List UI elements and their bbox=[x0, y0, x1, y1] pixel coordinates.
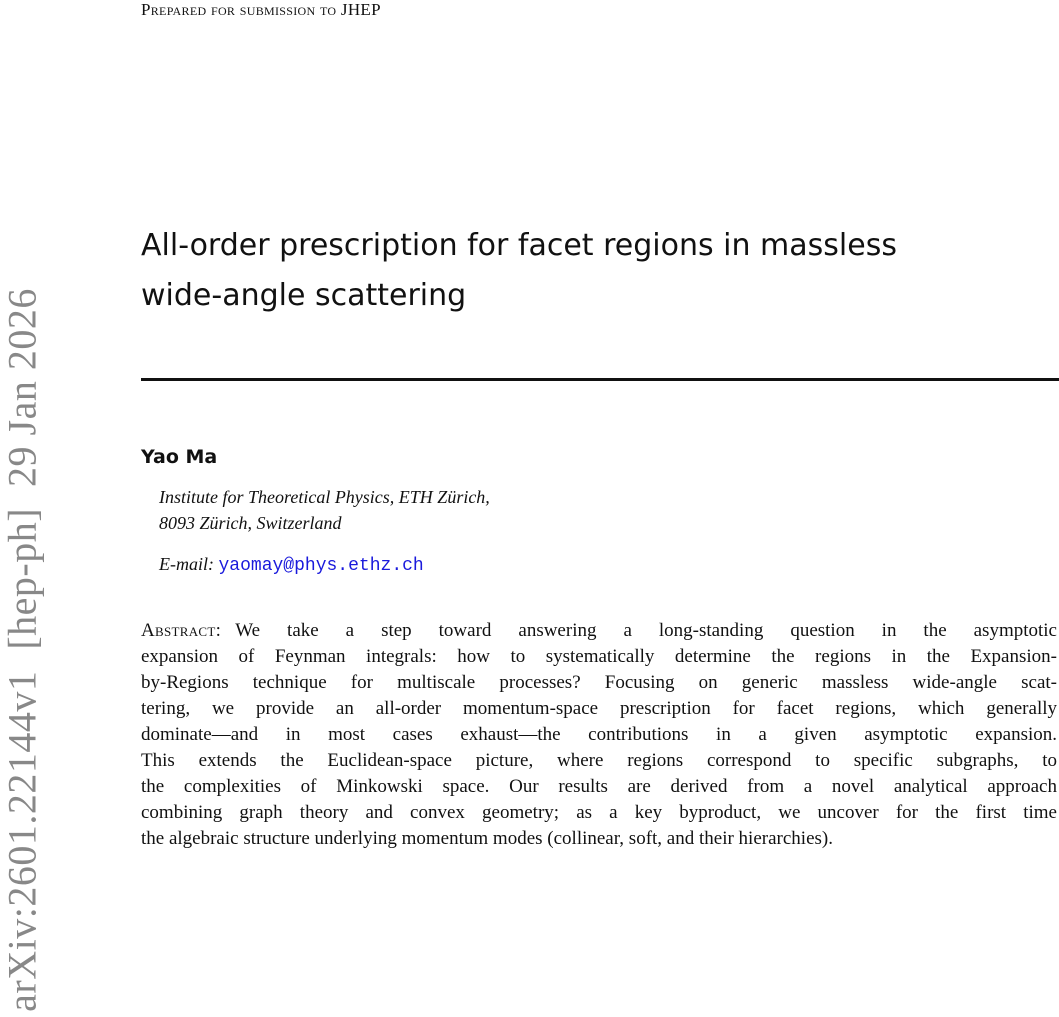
title-line-1: All-order prescription for facet regions in massless bbox=[141, 228, 897, 263]
affiliation-line-1: Institute for Theoretical Physics, ETH Zürich, bbox=[159, 487, 490, 507]
submission-note: Prepared for submission to JHEP bbox=[141, 0, 381, 19]
arxiv-identifier: arXiv:2601.22144v1 [hep-ph] 29 Jan 2026 bbox=[0, 288, 45, 1012]
abstract-line: by-Regions technique for multiscale processes? Focusing on generic massless wide-angle scat- bbox=[141, 672, 1057, 693]
title-line-2: wide-angle scattering bbox=[141, 278, 467, 313]
email-link[interactable]: yaomay@phys.ethz.ch bbox=[218, 556, 424, 576]
abstract-line: Abstract: We take a step toward answering a long-standing question in the asymptotic bbox=[141, 620, 1057, 641]
affiliation bbox=[159, 484, 490, 536]
abstract-line: combining graph theory and convex geometry; as a key byproduct, we uncover for the first time bbox=[141, 802, 1057, 823]
abstract-line: the algebraic structure underlying momentum modes (collinear, soft, and their hierarchies). bbox=[141, 828, 833, 849]
abstract bbox=[141, 618, 1057, 852]
abstract-line: dominate—and in most cases exhaust—the contributions in a given asymptotic expansion. bbox=[141, 724, 1057, 745]
abstract-line: the complexities of Minkowski space. Our results are derived from a novel analytical approach bbox=[141, 776, 1057, 797]
affiliation-line-2: 8093 Zürich, Switzerland bbox=[159, 513, 342, 533]
author-name: Yao Ma bbox=[141, 446, 218, 468]
abstract-heading: Abstract: bbox=[141, 620, 222, 641]
email-label: E-mail: bbox=[159, 554, 214, 574]
paper-title bbox=[141, 221, 1051, 321]
title-rule bbox=[141, 378, 1059, 381]
abstract-line: tering, we provide an all-order momentum-space prescription for facet regions, which generally bbox=[141, 698, 1057, 719]
abstract-line: expansion of Feynman integrals: how to systematically determine the regions in the Expansion- bbox=[141, 646, 1057, 667]
email-row bbox=[159, 554, 424, 576]
abstract-line: This extends the Euclidean-space picture, where regions correspond to specific subgraphs, to bbox=[141, 750, 1057, 771]
